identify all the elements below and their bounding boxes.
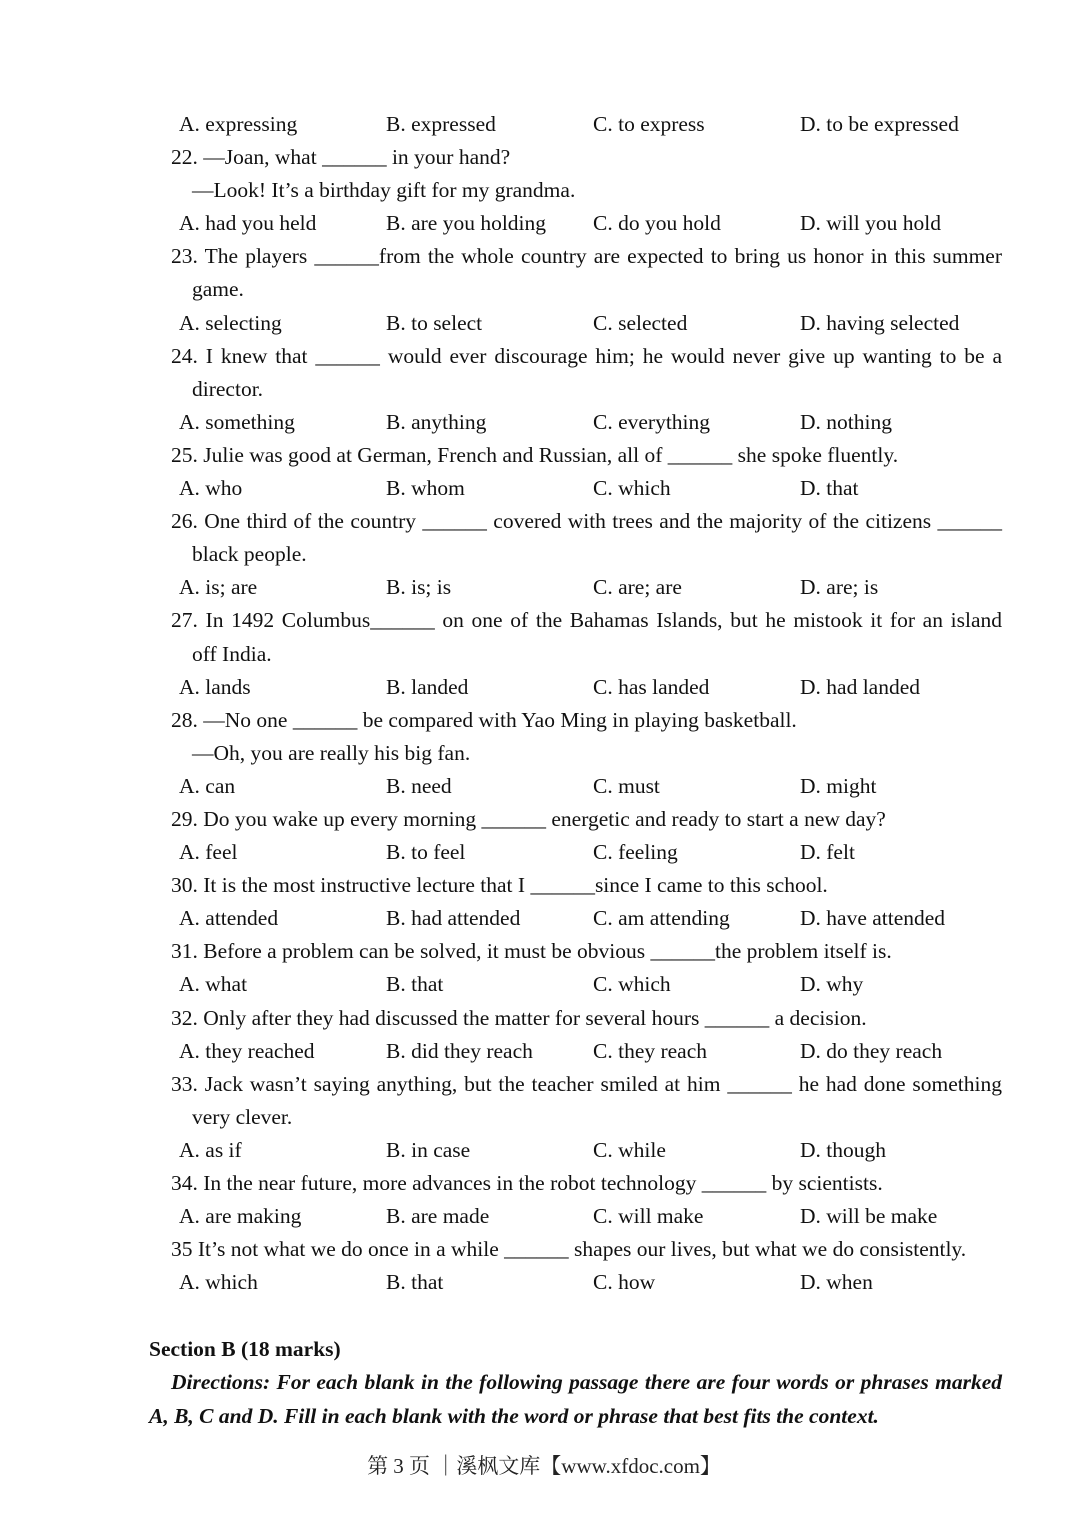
section-b-directions-line-2: A, B, C and D. Fill in each blank with the word or phrase that best fits the context.	[149, 1403, 879, 1428]
q26-options	[0, 571, 1088, 604]
option-b: B. did they reach	[386, 1038, 533, 1063]
q31-options	[0, 968, 1088, 1001]
q26-stem: 26. One third of the country ______ covered with trees and the majority of the citizens ______	[171, 509, 1002, 534]
q33-stem-cont: very clever.	[192, 1104, 293, 1129]
q32-options	[0, 1035, 1088, 1068]
option-b: B. to select	[386, 310, 483, 335]
option-b: B. that	[386, 972, 444, 997]
q22-options	[0, 207, 1088, 240]
option-c: C. are; are	[593, 575, 682, 600]
option-d: D. nothing	[800, 409, 892, 434]
option-a: A. had you held	[179, 211, 317, 236]
option-b: B. to feel	[386, 840, 466, 865]
option-d: D. have attended	[800, 906, 946, 931]
option-c: C. which	[593, 476, 671, 501]
question-list	[0, 108, 1088, 1433]
q31-stem: 31. Before a problem can be solved, it must be obvious ______the problem itself is.	[171, 939, 892, 964]
option-c: C. do you hold	[593, 211, 721, 236]
page-footer: 第 3 页 ｜溪枫文库【www.xfdoc.com】	[367, 1454, 721, 1478]
option-b: B. is; is	[386, 575, 452, 600]
q24-options	[0, 406, 1088, 439]
option-b: B. landed	[386, 674, 469, 699]
option-d: D. will you hold	[800, 211, 941, 236]
q27-stem-cont: off India.	[192, 641, 272, 666]
option-d: D. will be make	[800, 1204, 938, 1229]
q28-options	[0, 770, 1088, 803]
q33-options	[0, 1134, 1088, 1167]
option-c: C. selected	[593, 310, 688, 335]
option-d: D. when	[800, 1270, 873, 1295]
option-d: D. though	[800, 1137, 886, 1162]
option-a: A. feel	[179, 840, 238, 865]
option-b: B. need	[386, 773, 452, 798]
q28-reply: —Oh, you are really his big fan.	[192, 740, 471, 765]
option-c: C. must	[593, 773, 660, 798]
option-a: A. who	[179, 476, 243, 501]
q23-options	[0, 307, 1088, 340]
option-d: D. had landed	[800, 674, 921, 699]
section-b-directions-line-1: Directions: For each blank in the following passage there are four words or phrases marked	[171, 1370, 1002, 1395]
option-b: B. in case	[386, 1137, 471, 1162]
q22-stem: 22. —Joan, what ______ in your hand?	[171, 145, 511, 170]
option-b: B. expressed	[386, 112, 496, 136]
option-d: D. to be expressed	[800, 112, 959, 136]
q33-stem: 33. Jack wasn’t saying anything, but the teacher smiled at him ______ he had done something	[171, 1071, 1002, 1096]
option-a: A. lands	[179, 674, 251, 699]
option-a: A. are making	[179, 1204, 302, 1229]
option-a: A. what	[179, 972, 248, 997]
option-a: A. is; are	[179, 575, 258, 600]
q24-stem-cont: director.	[192, 376, 264, 401]
option-b: B. whom	[386, 476, 465, 501]
option-c: C. to express	[593, 112, 705, 136]
option-d: D. that	[800, 476, 859, 501]
option-a: A. as if	[179, 1137, 242, 1162]
option-c: C. everything	[593, 409, 711, 434]
q34-options	[0, 1200, 1088, 1233]
q25-stem: 25. Julie was good at German, French and Russian, all of ______ she spoke fluently.	[171, 442, 899, 467]
option-a: A. something	[179, 409, 295, 434]
option-c: C. they reach	[593, 1038, 708, 1063]
q35-options	[0, 1266, 1088, 1299]
option-d: D. having selected	[800, 310, 960, 335]
q30-stem: 30. It is the most instructive lecture that I ______since I came to this school.	[171, 873, 828, 898]
option-c: C. how	[593, 1270, 656, 1295]
option-d: D. why	[800, 972, 864, 997]
option-b: B. are you holding	[386, 211, 547, 236]
option-c: C. am attending	[593, 906, 730, 931]
q24-stem: 24. I knew that ______ would ever discourage him; he would never give up wanting to be a	[171, 343, 1002, 368]
section-b-title: Section B (18 marks)	[149, 1337, 341, 1362]
option-c: C. has landed	[593, 674, 710, 699]
option-b: B. are made	[386, 1204, 490, 1229]
option-b: B. had attended	[386, 906, 521, 931]
option-c: C. which	[593, 972, 671, 997]
option-a: A. they reached	[179, 1038, 315, 1063]
q29-stem: 29. Do you wake up every morning ______ energetic and ready to start a new day?	[171, 806, 886, 831]
option-d: D. might	[800, 773, 877, 798]
option-c: C. feeling	[593, 840, 678, 865]
option-d: D. do they reach	[800, 1038, 943, 1063]
option-b: B. anything	[386, 409, 487, 434]
q35-stem: 35 It’s not what we do once in a while ______ shapes our lives, but what we do consistently.	[171, 1237, 967, 1262]
q23-stem: 23. The players ______from the whole country are expected to bring us honor in this summer	[171, 244, 1002, 269]
option-a: A. expressing	[179, 112, 298, 136]
option-a: A. selecting	[179, 310, 282, 335]
option-a: A. which	[179, 1270, 258, 1295]
q29-options	[0, 836, 1088, 869]
option-c: C. while	[593, 1137, 666, 1162]
q25-options	[0, 472, 1088, 505]
option-d: D. are; is	[800, 575, 879, 600]
option-a: A. can	[179, 773, 236, 798]
option-d: D. felt	[800, 840, 855, 865]
q27-stem: 27. In 1492 Columbus______ on one of the Bahamas Islands, but he mistook it for an island	[171, 608, 1002, 633]
q22-reply: —Look! It’s a birthday gift for my grandma.	[192, 178, 576, 203]
option-a: A. attended	[179, 906, 279, 931]
q34-stem: 34. In the near future, more advances in the robot technology ______ by scientists.	[171, 1171, 883, 1195]
q32-stem: 32. Only after they had discussed the matter for several hours ______ a decision.	[171, 1005, 867, 1030]
section-spacer	[0, 1299, 1088, 1333]
q30-options	[0, 902, 1088, 935]
q26-stem-cont: black people.	[192, 542, 307, 567]
q28-stem: 28. —No one ______ be compared with Yao Ming in playing basketball.	[171, 707, 797, 732]
q23-stem-cont: game.	[192, 277, 244, 302]
option-b: B. that	[386, 1270, 444, 1295]
q27-options	[0, 671, 1088, 704]
q21-options	[0, 108, 1088, 141]
option-c: C. will make	[593, 1204, 704, 1229]
